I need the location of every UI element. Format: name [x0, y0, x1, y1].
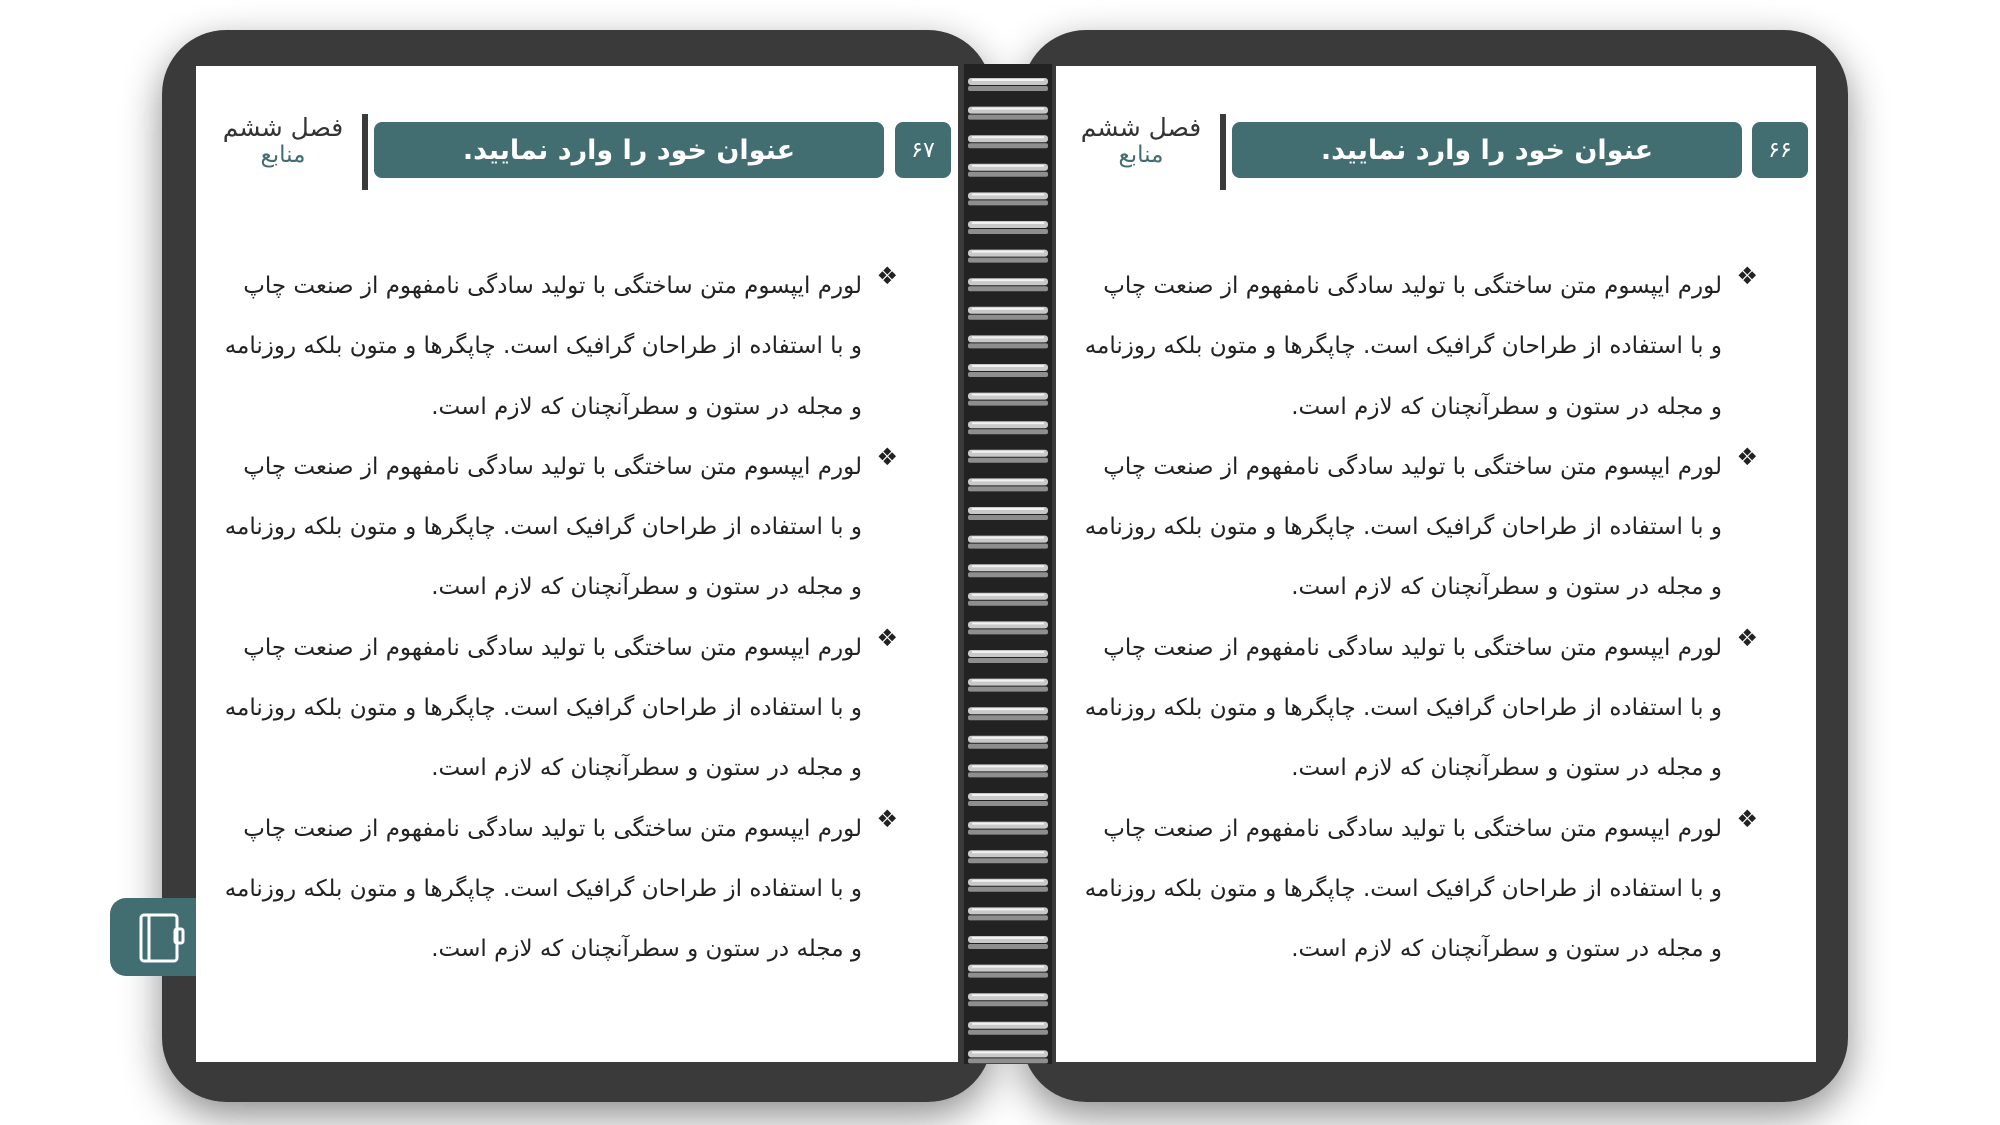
spiral-ring [968, 78, 1048, 91]
spiral-ring [968, 307, 1048, 320]
bullet-text-line: و مجله در ستون و سطرآنچنان که لازم است. [431, 755, 862, 782]
bullet-text-line: و با استفاده از طراحان گرافیک است. چاپگرها و متون بلکه روزنامه [1084, 514, 1722, 541]
chapter-label [208, 114, 358, 168]
bullet-text-line: لورم ایپسوم متن ساختگی با تولید سادگی نامفهوم از صنعت چاپ [243, 815, 862, 842]
spiral-ring [968, 1022, 1048, 1035]
bullet-text-line: و با استفاده از طراحان گرافیک است. چاپگرها و متون بلکه روزنامه [1084, 695, 1722, 722]
spiral-ring [968, 364, 1048, 377]
bullet-item [212, 618, 912, 799]
bullet-text-line: و با استفاده از طراحان گرافیک است. چاپگرها و متون بلکه روزنامه [224, 333, 862, 360]
bullet-text-line: و مجله در ستون و سطرآنچنان که لازم است. [1291, 936, 1722, 963]
spiral-ring [968, 421, 1048, 434]
page-number: ۶۶ [1752, 122, 1808, 178]
bullet-text-line: لورم ایپسوم متن ساختگی با تولید سادگی نامفهوم از صنعت چاپ [1103, 815, 1722, 842]
chapter-label [1066, 114, 1216, 168]
header-divider [1220, 114, 1226, 190]
bullet-text-line: و با استفاده از طراحان گرافیک است. چاپگرها و متون بلکه روزنامه [224, 875, 862, 902]
bullet-text-line: و مجله در ستون و سطرآنچنان که لازم است. [431, 936, 862, 963]
bullet-item [1072, 256, 1772, 437]
bullet-text-line: و با استفاده از طراحان گرافیک است. چاپگرها و متون بلکه روزنامه [224, 695, 862, 722]
spiral-ring [968, 335, 1048, 348]
spiral-ring [968, 221, 1048, 234]
spiral-ring [968, 879, 1048, 892]
bullet-text-line: و مجله در ستون و سطرآنچنان که لازم است. [431, 574, 862, 601]
bullet-text-line: لورم ایپسوم متن ساختگی با تولید سادگی نامفهوم از صنعت چاپ [243, 453, 862, 480]
chapter-subtitle: منابع [1118, 141, 1164, 168]
spiral-ring [968, 507, 1048, 520]
spiral-ring [968, 250, 1048, 263]
bullet-list [1072, 256, 1772, 980]
bullet-item [1072, 437, 1772, 618]
spiral-ring [968, 621, 1048, 634]
page-title[interactable]: عنوان خود را وارد نمایید. [1232, 122, 1742, 178]
spiral-ring [968, 1050, 1048, 1063]
spiral-ring [968, 478, 1048, 491]
bullet-text-line: لورم ایپسوم متن ساختگی با تولید سادگی نامفهوم از صنعت چاپ [1103, 453, 1722, 480]
spiral-binding [960, 64, 1056, 1064]
spiral-ring [968, 593, 1048, 606]
four-diamond-bullet-icon: ❖ [1736, 262, 1758, 290]
four-diamond-bullet-icon: ❖ [876, 623, 898, 652]
four-diamond-bullet-icon: ❖ [1736, 623, 1758, 652]
bullet-text-line: و مجله در ستون و سطرآنچنان که لازم است. [1291, 755, 1722, 782]
spiral-ring [968, 822, 1048, 835]
spiral-ring [968, 936, 1048, 949]
spiral-ring [968, 907, 1048, 920]
right-page [1056, 66, 1816, 1062]
left-page [196, 66, 958, 1062]
spiral-ring [968, 135, 1048, 148]
spiral-ring [968, 793, 1048, 806]
chapter-subtitle: منابع [260, 141, 306, 168]
chapter-name: فصل ششم [1080, 113, 1202, 142]
page-title[interactable]: عنوان خود را وارد نمایید. [374, 122, 884, 178]
four-diamond-bullet-icon: ❖ [1736, 442, 1758, 471]
page-header [1056, 94, 1816, 170]
bullet-text-line: و مجله در ستون و سطرآنچنان که لازم است. [1291, 393, 1722, 420]
spiral-ring [968, 707, 1048, 720]
page-number: ۶۷ [895, 122, 951, 178]
four-diamond-bullet-icon: ❖ [876, 804, 898, 833]
bullet-text-line: لورم ایپسوم متن ساختگی با تولید سادگی نامفهوم از صنعت چاپ [243, 273, 862, 299]
spiral-ring [968, 536, 1048, 549]
four-diamond-bullet-icon: ❖ [876, 442, 898, 471]
bullet-item [1072, 799, 1772, 980]
spiral-ring [968, 736, 1048, 749]
spiral-ring [968, 993, 1048, 1006]
spiral-ring [968, 278, 1048, 291]
spiral-ring [968, 850, 1048, 863]
spiral-ring [968, 107, 1048, 120]
bullet-text-line: و با استفاده از طراحان گرافیک است. چاپگرها و متون بلکه روزنامه [1084, 333, 1722, 360]
spiral-ring [968, 564, 1048, 577]
spiral-ring [968, 965, 1048, 978]
bullet-text-line: لورم ایپسوم متن ساختگی با تولید سادگی نامفهوم از صنعت چاپ [1103, 634, 1722, 661]
bullet-item [212, 256, 912, 437]
four-diamond-bullet-icon: ❖ [876, 262, 898, 290]
bullet-item [1072, 618, 1772, 799]
bullet-text-line: و مجله در ستون و سطرآنچنان که لازم است. [431, 393, 862, 420]
bullet-text-line: و مجله در ستون و سطرآنچنان که لازم است. [1291, 574, 1722, 601]
spiral-ring [968, 164, 1048, 177]
bullet-list [212, 256, 912, 980]
spiral-ring [968, 393, 1048, 406]
page-header [196, 94, 958, 170]
spiral-ring [968, 450, 1048, 463]
chapter-name: فصل ششم [222, 113, 344, 142]
bullet-item [212, 799, 912, 980]
bullet-text-line: لورم ایپسوم متن ساختگی با تولید سادگی نامفهوم از صنعت چاپ [243, 634, 862, 661]
four-diamond-bullet-icon: ❖ [1736, 804, 1758, 833]
spiral-ring [968, 650, 1048, 663]
bullet-text-line: و با استفاده از طراحان گرافیک است. چاپگرها و متون بلکه روزنامه [224, 514, 862, 541]
bullet-text-line: و با استفاده از طراحان گرافیک است. چاپگرها و متون بلکه روزنامه [1084, 875, 1722, 902]
bullet-item [212, 437, 912, 618]
bullet-text-line: لورم ایپسوم متن ساختگی با تولید سادگی نامفهوم از صنعت چاپ [1103, 273, 1722, 299]
header-divider [362, 114, 368, 190]
spiral-ring [968, 764, 1048, 777]
spiral-ring [968, 192, 1048, 205]
spiral-ring [968, 679, 1048, 692]
notebook-icon [131, 907, 191, 967]
